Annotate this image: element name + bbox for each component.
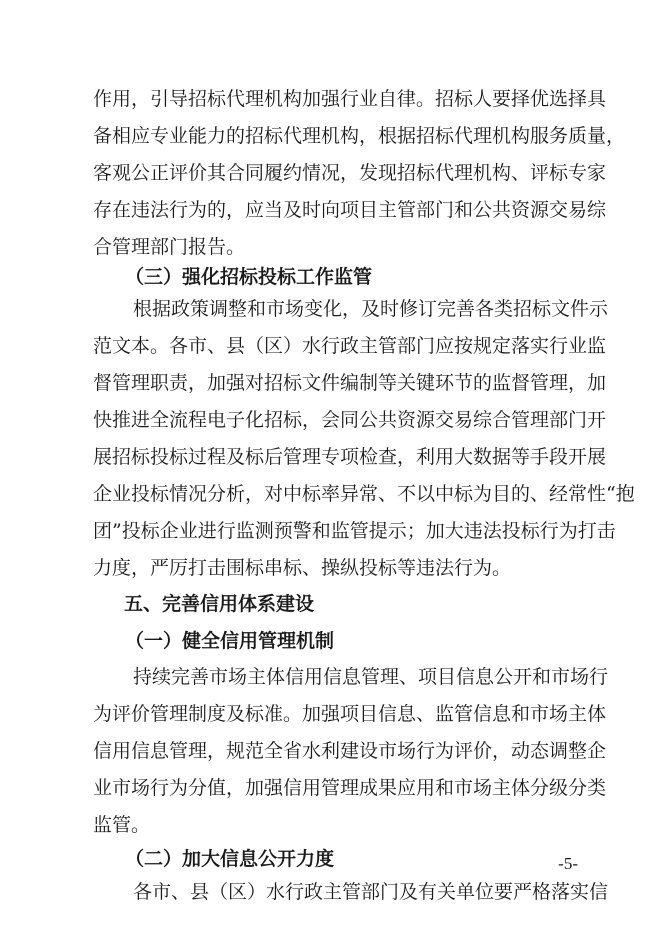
paragraph-line: 范文本。各市、县（区）水行政主管部门应按规定落实行业监 — [93, 335, 607, 357]
paragraph-line: 持续完善市场主体信用信息管理、项目信息公开和市场行 — [133, 666, 609, 688]
paragraph-line: 根据政策调整和市场变化，及时修订完善各类招标文件示 — [133, 298, 609, 320]
paragraph-line: 展招标投标过程及标后管理专项检查，利用大数据等手段开展 — [93, 446, 607, 468]
paragraph-line: 快推进全流程电子化招标，会同公共资源交易综合管理部门开 — [93, 409, 607, 431]
subsection-heading: （一）健全信用管理机制 — [125, 630, 335, 652]
paragraph-line: 作用，引导招标代理机构加强行业自律。招标人要择优选择具 — [93, 88, 607, 110]
paragraph-line: 团”投标企业进行监测预警和监管提示；加大违法投标行为打击 — [93, 520, 616, 542]
paragraph-line: 力度，严厉打击围标串标、操纵投标等违法行为。 — [93, 557, 512, 579]
paragraph-line: 各市、县（区）水行政主管部门及有关单位要严格落实信 — [133, 881, 609, 903]
subsection-heading: （二）加大信息公开力度 — [125, 848, 335, 870]
paragraph-line: 合管理部门报告。 — [93, 236, 246, 258]
paragraph-line: 督管理职责，加强对招标文件编制等关键环节的监督管理，加 — [93, 372, 607, 394]
paragraph-line: 业市场行为分值，加强信用管理成果应用和市场主体分级分类 — [93, 777, 607, 799]
paragraph-line: 备相应专业能力的招标代理机构，根据招标代理机构服务质量， — [93, 125, 626, 147]
paragraph-line: 企业投标情况分析，对中标率异常、不以中标为目的、经常性“抱 — [93, 483, 635, 505]
paragraph-line: 为评价管理制度及标准。加强项目信息、监管信息和市场主体 — [93, 703, 607, 725]
subsection-heading: （三）强化招标投标工作监管 — [125, 266, 373, 288]
paragraph-line: 信用信息管理，规范全省水利建设市场行为评价，动态调整企 — [93, 740, 607, 762]
section-heading: 五、完善信用体系建设 — [124, 593, 315, 615]
page-number: -5- — [558, 854, 578, 873]
paragraph-line: 监管。 — [93, 814, 151, 836]
paragraph-line: 客观公正评价其合同履约情况，发现招标代理机构、评标专家 — [93, 162, 607, 184]
paragraph-line: 存在违法行为的，应当及时向项目主管部门和公共资源交易综 — [93, 199, 607, 221]
